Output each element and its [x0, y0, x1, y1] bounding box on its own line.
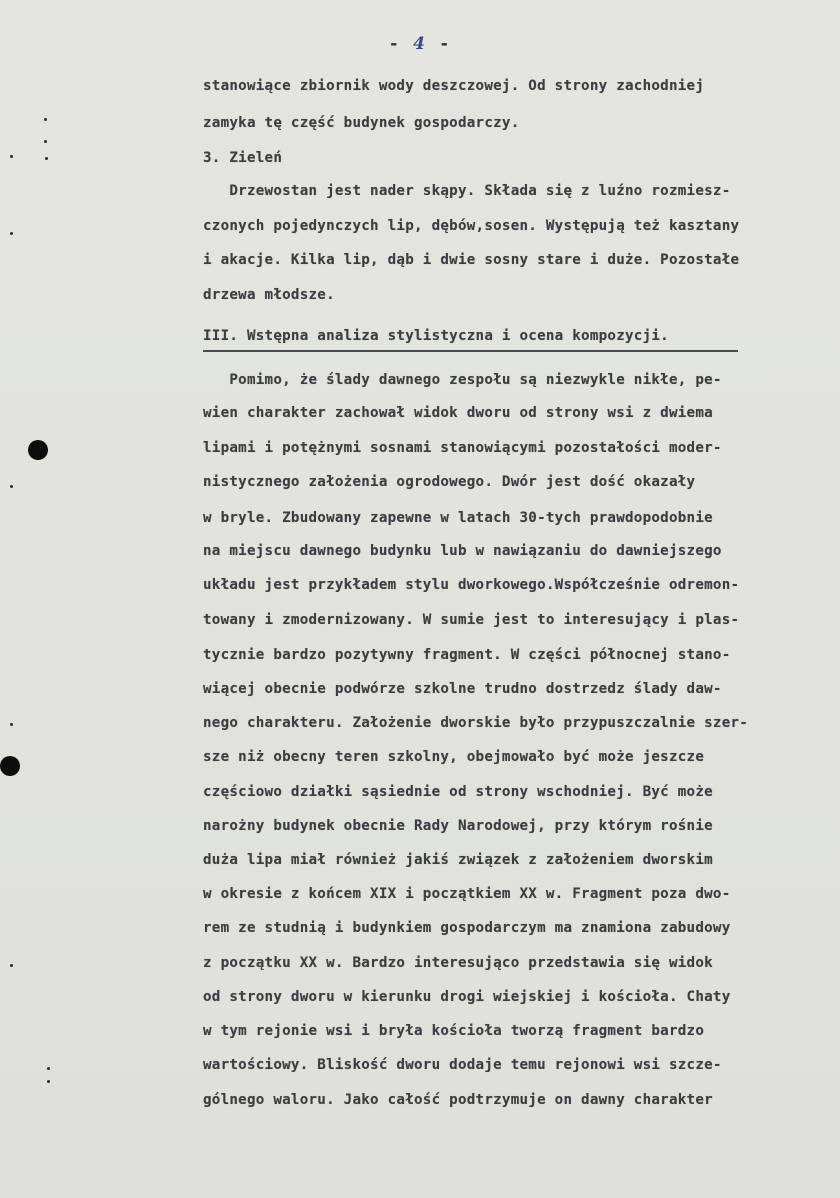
text-line: częściowo działki sąsiednie od strony wschodniej. Być może: [203, 784, 713, 800]
text-line: drzewa młodsze.: [203, 287, 335, 303]
text-line: i akacje. Kilka lip, dąb i dwie sosny stare i duże. Pozostałe: [203, 252, 740, 268]
text-line: tycznie bardzo pozytywny fragment. W części północnej stano-: [203, 647, 731, 663]
page-number-right-dash: -: [426, 34, 452, 54]
margin-speck: [10, 155, 13, 158]
margin-speck: [44, 118, 47, 121]
text-line: gólnego waloru. Jako całość podtrzymuje on dawny charakter: [203, 1092, 713, 1108]
page-number-value: 4: [413, 34, 427, 54]
text-line: w bryle. Zbudowany zapewne w latach 30-tych prawdopodobnie: [203, 510, 713, 526]
text-line: wiącej obecnie podwórze szkolne trudno dostrzedz ślady daw-: [203, 681, 722, 697]
text-line: stanowiące zbiornik wody deszczowej. Od strony zachodniej: [203, 78, 705, 94]
margin-speck: [47, 1080, 50, 1083]
text-line: rem ze studnią i budynkiem gospodarczym ma znamiona zabudowy: [203, 920, 731, 936]
margin-speck: [44, 140, 47, 143]
punch-hole-lower: [0, 756, 20, 776]
text-line: nego charakteru. Założenie dworskie było przypuszczalnie szer-: [203, 715, 749, 731]
text-line: wien charakter zachował widok dworu od strony wsi z dwiema: [203, 405, 713, 421]
text-line: duża lipa miał również jakiś związek z założeniem dworskim: [203, 852, 713, 868]
punch-hole-upper: [28, 440, 48, 460]
page-number-left-dash: -: [388, 34, 414, 54]
section-heading-greenery: 3. Zieleń: [203, 150, 283, 166]
text-line: narożny budynek obecnie Rady Narodowej, przy którym rośnie: [203, 818, 713, 834]
text-line: wartościowy. Bliskość dworu dodaje temu rejonowi wsi szcze-: [203, 1057, 722, 1073]
text-line: czonych pojedynczych lip, dębów,sosen. Występują też kasztany: [203, 218, 740, 234]
margin-speck: [10, 485, 13, 488]
section-heading-analysis: III. Wstępna analiza stylistyczna i ocena kompozycji.: [203, 328, 669, 344]
text-line: nistycznego założenia ogrodowego. Dwór jest dość okazały: [203, 474, 696, 490]
text-line: sze niż obecny teren szkolny, obejmowało być może jeszcze: [203, 749, 705, 765]
text-line: z początku XX w. Bardzo interesująco przedstawia się widok: [203, 955, 713, 971]
text-line: w okresie z końcem XIX i początkiem XX w. Fragment poza dwo-: [203, 886, 731, 902]
text-line: towany i zmodernizowany. W sumie jest to interesujący i plas-: [203, 612, 740, 628]
text-line: Pomimo, że ślady dawnego zespołu są niezwykle nikłe, pe-: [203, 372, 722, 388]
text-line: w tym rejonie wsi i bryła kościoła tworzą fragment bardzo: [203, 1023, 705, 1039]
text-line: Drzewostan jest nader skąpy. Składa się z luźno rozmiesz-: [203, 183, 731, 199]
text-line: lipami i potężnymi sosnami stanowiącymi pozostałości moder-: [203, 440, 722, 456]
margin-speck: [10, 723, 13, 726]
margin-speck: [45, 157, 48, 160]
page-number: [0, 34, 840, 54]
text-line: zamyka tę część budynek gospodarczy.: [203, 115, 520, 131]
text-line: układu jest przykładem stylu dworkowego.Współcześnie odremon-: [203, 577, 740, 593]
text-line: od strony dworu w kierunku drogi wiejskiej i kościoła. Chaty: [203, 989, 731, 1005]
margin-speck: [10, 964, 13, 967]
text-line: na miejscu dawnego budynku lub w nawiązaniu do dawniejszego: [203, 543, 722, 559]
margin-speck: [10, 232, 13, 235]
heading-underline: [203, 350, 738, 352]
margin-speck: [47, 1067, 50, 1070]
